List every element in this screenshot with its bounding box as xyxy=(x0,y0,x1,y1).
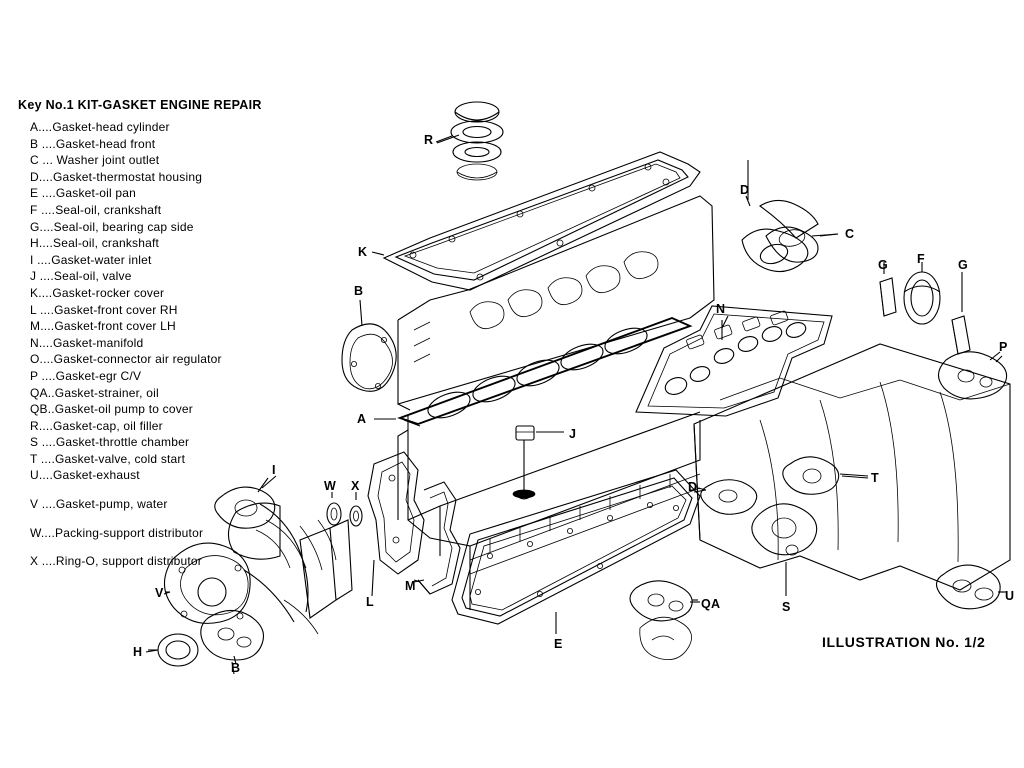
legend-item-qa: QA..Gasket-strainer, oil xyxy=(30,385,159,400)
part-k-rocker-cover-gasket xyxy=(372,152,700,290)
callout-b-upper: B xyxy=(354,284,364,298)
legend-item-n: N....Gasket-manifold xyxy=(30,335,144,350)
part-n-manifold-gasket xyxy=(636,306,832,416)
legend-item-i: I ....Gasket-water inlet xyxy=(30,252,152,267)
legend-item-x: X ....Ring-O, support distributor xyxy=(30,554,202,569)
legend-item-o: O....Gasket-connector air regulator xyxy=(30,352,222,367)
callout-k: K xyxy=(358,245,368,259)
legend-item-s: S ....Gasket-throttle chamber xyxy=(30,435,190,450)
callout-qa: QA xyxy=(701,597,721,611)
legend-list xyxy=(18,119,318,570)
callout-w: W xyxy=(324,479,337,493)
callout-c: C xyxy=(845,227,855,241)
exhaust-manifold-body xyxy=(694,344,1010,590)
illustration-caption: ILLUSTRATION No. 1/2 xyxy=(822,634,986,650)
callout-j: J xyxy=(569,427,577,441)
legend-item-c: C ... Washer joint outlet xyxy=(30,153,160,168)
callout-s: S xyxy=(782,600,791,614)
legend-item-qb: QB..Gasket-oil pump to cover xyxy=(30,402,193,417)
legend-panel xyxy=(18,98,318,570)
part-a-cylinder-head-gasket xyxy=(374,318,690,426)
callout-b-lower: B xyxy=(231,661,241,675)
legend-item-f: F ....Seal-oil, crankshaft xyxy=(30,202,162,217)
legend-item-b: B ....Gasket-head front xyxy=(30,136,156,151)
part-g-f-g-seals xyxy=(880,262,970,354)
legend-item-k: K....Gasket-rocker cover xyxy=(30,285,165,300)
legend-item-e: E ....Gasket-oil pan xyxy=(30,186,137,201)
legend-item-v: V ....Gasket-pump, water xyxy=(30,497,168,512)
legend-item-w: W....Packing-support distributor xyxy=(30,525,204,540)
callout-a: A xyxy=(357,412,367,426)
callout-r: R xyxy=(424,133,434,147)
legend-item-u: U....Gasket-exhaust xyxy=(30,468,140,483)
legend-item-t: T ....Gasket-valve, cold start xyxy=(30,451,186,466)
legend-title: Key No.1 KIT-GASKET ENGINE REPAIR xyxy=(18,98,262,112)
callout-u: U xyxy=(1005,589,1015,603)
callout-m: M xyxy=(405,579,416,593)
part-d-lower-and-s-gaskets xyxy=(698,480,817,596)
callout-l: L xyxy=(366,595,374,609)
callout-x: X xyxy=(351,479,360,493)
legend-item-l: L ....Gasket-front cover RH xyxy=(30,302,178,317)
callout-g-left: G xyxy=(878,258,889,272)
callout-g-right: G xyxy=(958,258,969,272)
part-b-front-head-gasket-upper xyxy=(342,300,396,391)
legend-item-m: M....Gasket-front cover LH xyxy=(30,319,176,334)
legend-item-p: P ....Gasket-egr C/V xyxy=(30,368,142,383)
part-r-filler-cap-gasket xyxy=(437,102,503,180)
part-j-valve-oil-seal xyxy=(513,426,564,499)
part-u-exhaust-gasket xyxy=(936,565,1006,609)
callout-d-upper: D xyxy=(740,183,750,197)
legend-item-a: A....Gasket-head cylinder xyxy=(30,120,170,134)
legend-item-r: R....Gasket-cap, oil filler xyxy=(30,418,163,433)
part-p-egr-gasket xyxy=(938,352,1006,399)
legend-item-d: D....Gasket-thermostat housing xyxy=(30,169,203,184)
part-d-thermostat-gasket-upper xyxy=(742,160,838,272)
legend-item-g: G....Seal-oil, bearing cap side xyxy=(30,219,194,234)
callout-f: F xyxy=(917,252,925,266)
callout-e: E xyxy=(554,637,563,651)
callout-p: P xyxy=(999,340,1008,354)
part-qa-strainer-gasket xyxy=(630,581,700,621)
legend-item-h: H....Seal-oil, crankshaft xyxy=(30,236,160,251)
callout-v: V xyxy=(155,586,164,600)
callout-n: N xyxy=(716,302,726,316)
part-w-x-distributor xyxy=(327,492,362,526)
legend-item-j: J ....Seal-oil, valve xyxy=(30,269,132,284)
callout-i: I xyxy=(272,463,276,477)
part-l-m-front-cover-gaskets xyxy=(368,452,460,596)
callout-d-lower: D xyxy=(688,480,698,494)
part-t-cold-start-gasket xyxy=(783,457,868,494)
callout-t: T xyxy=(871,471,879,485)
callout-h: H xyxy=(133,645,143,659)
part-e-oil-pan-gasket xyxy=(452,470,700,660)
engine-block-body xyxy=(398,196,714,610)
